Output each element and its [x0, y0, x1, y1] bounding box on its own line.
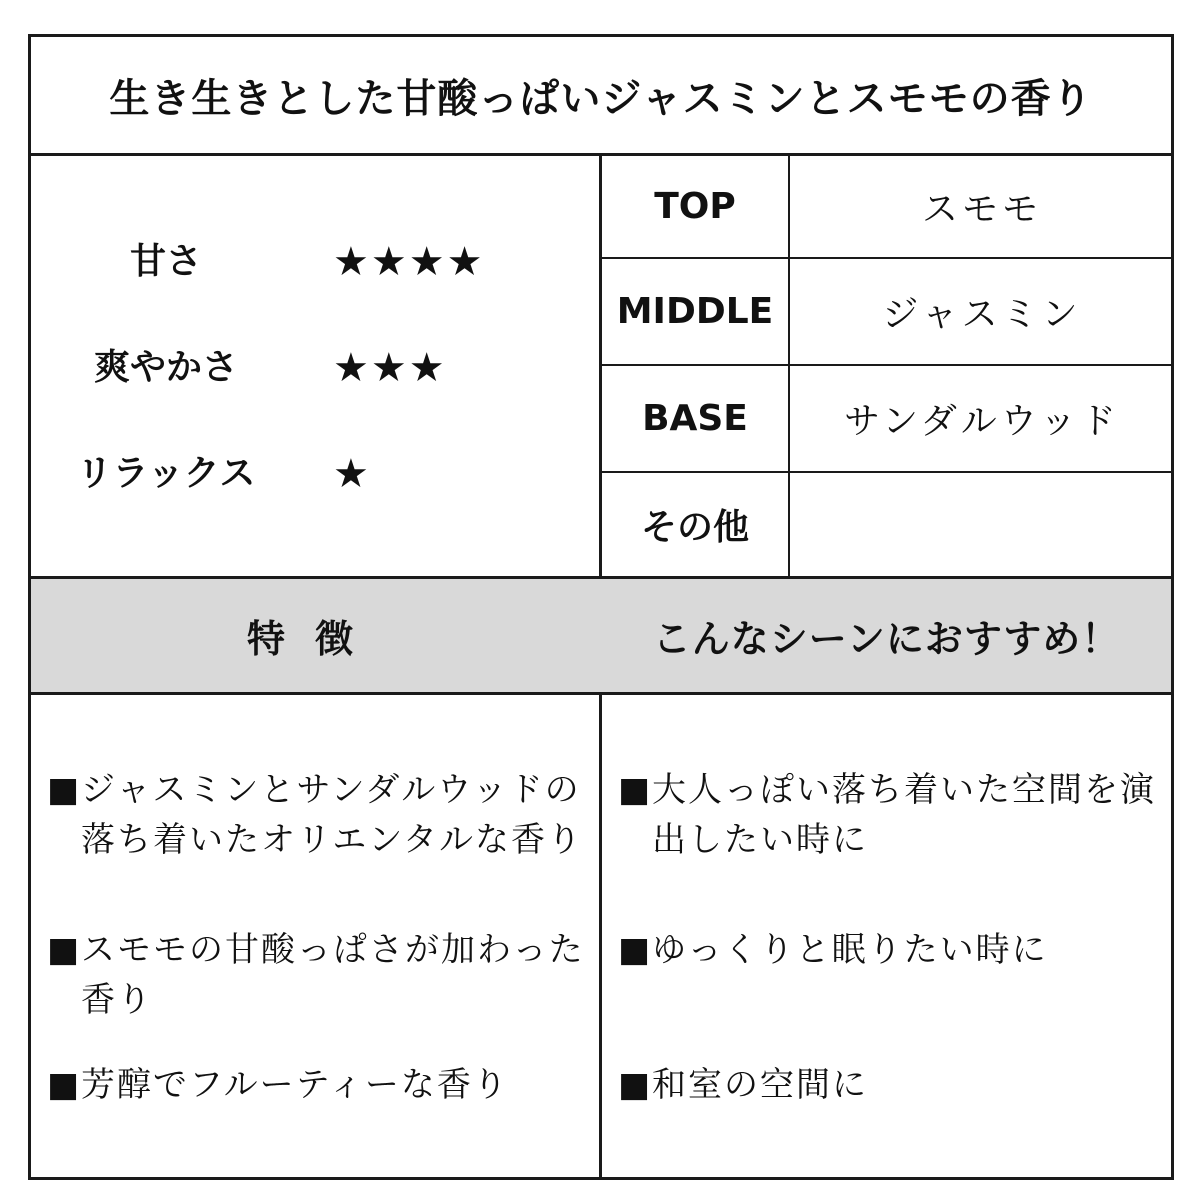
star-rating: ★★★ [333, 345, 447, 391]
note-value: スモモ [921, 189, 1042, 230]
note-row-top [602, 156, 1174, 259]
star-rating: ★★★★ [333, 239, 485, 285]
feature-item [47, 925, 595, 1025]
square-bullet-icon: ■ [47, 930, 82, 970]
note-row-middle [602, 259, 1174, 366]
feature-text: スモモの甘酸っぱさが加わった香り [81, 930, 585, 1020]
scene-item [618, 1060, 1167, 1110]
rating-label: リラックス [76, 453, 256, 494]
features-heading: 特徴 [246, 617, 383, 661]
note-row-other [602, 473, 1174, 576]
notes-table [602, 156, 1174, 576]
note-value: サンダルウッド [843, 401, 1121, 442]
scene-item [618, 925, 1167, 975]
note-key: BASE [602, 366, 790, 471]
feature-item [47, 1060, 595, 1110]
feature-item [47, 765, 595, 865]
note-key: TOP [602, 156, 790, 257]
square-bullet-icon: ■ [47, 1065, 82, 1105]
note-key: その他 [602, 473, 790, 576]
features-list [31, 695, 599, 1177]
ratings-panel [31, 156, 599, 576]
scenes-list [602, 695, 1171, 1177]
rating-row-freshness [31, 338, 599, 398]
rating-label: 甘さ [129, 241, 202, 282]
square-bullet-icon: ■ [618, 930, 653, 970]
square-bullet-icon: ■ [618, 770, 653, 810]
scenes-heading: こんなシーンにおすすめ！ [652, 617, 1121, 661]
fragrance-card [28, 34, 1174, 1180]
scene-text: 大人っぽい落ち着いた空間を演出したい時に [652, 770, 1156, 860]
square-bullet-icon: ■ [47, 770, 82, 810]
rating-row-sweetness [31, 232, 599, 292]
note-row-base [602, 366, 1174, 473]
feature-text: ジャスミンとサンダルウッドの落ち着いたオリエンタルな香り [81, 770, 583, 860]
scene-text: ゆっくりと眠りたい時に [652, 930, 1048, 970]
section-header-bar [31, 576, 1171, 695]
page-title: 生き生きとした甘酸っぱいジャスミンとスモモの香り [31, 37, 1171, 156]
rating-label: 爽やかさ [93, 347, 238, 388]
note-key: MIDDLE [602, 259, 790, 364]
note-value [790, 473, 1174, 576]
scene-text: 和室の空間に [652, 1065, 868, 1105]
square-bullet-icon: ■ [618, 1065, 653, 1105]
scene-item [618, 765, 1167, 865]
note-value: ジャスミン [882, 294, 1082, 335]
feature-text: 芳醇でフルーティーな香り [81, 1065, 509, 1105]
star-rating: ★ [333, 451, 371, 497]
rating-row-relax [31, 444, 599, 504]
